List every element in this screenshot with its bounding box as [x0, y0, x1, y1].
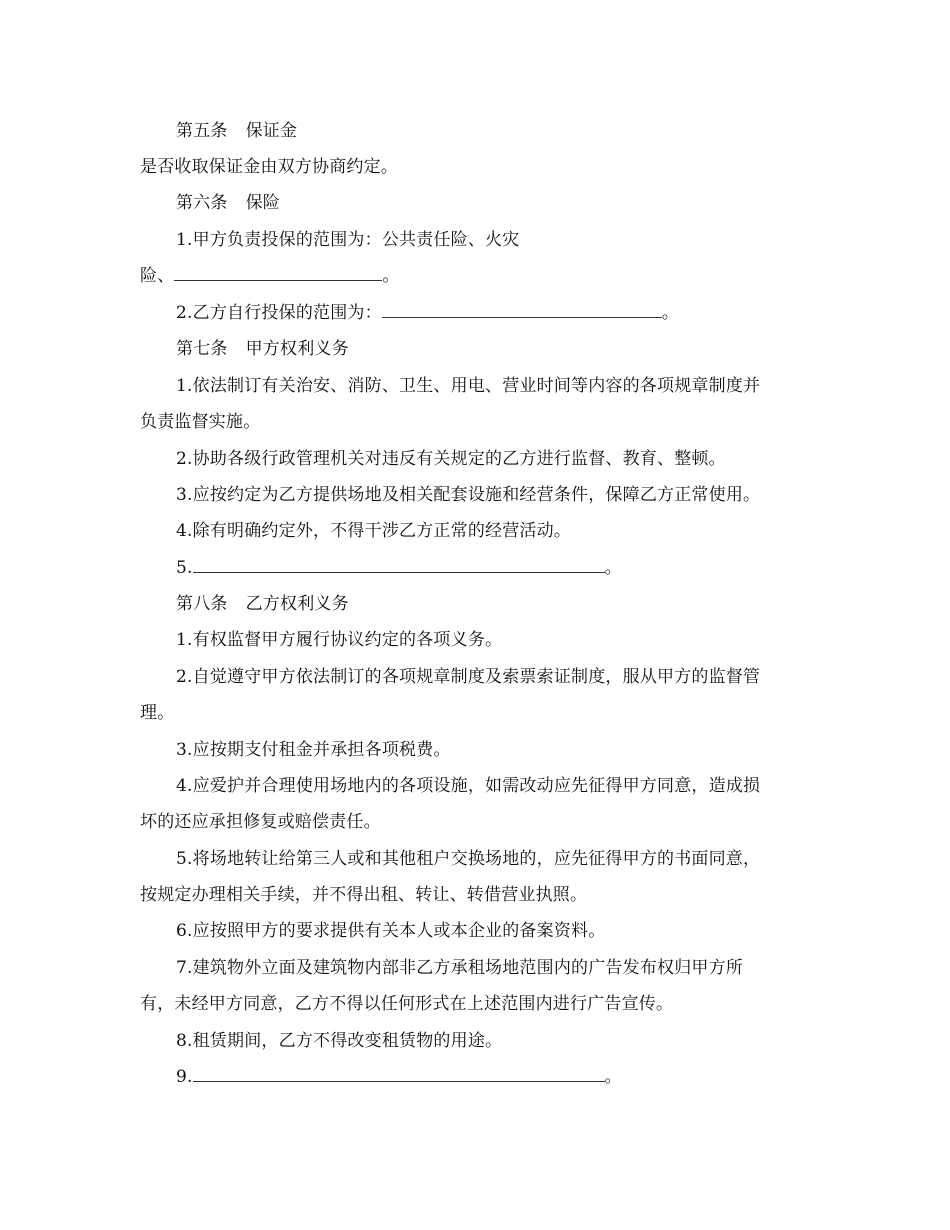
- article6-item2-blank: [382, 302, 662, 318]
- article6-heading-title: 保险: [245, 193, 281, 213]
- article6-item2-prefix: 2.乙方自行投保的范围为：: [176, 303, 382, 323]
- article8-item2-line2: 理。: [140, 703, 175, 723]
- article7-heading-title: 甲方权利义务: [245, 339, 349, 359]
- article7-item5-prefix: 5.: [176, 558, 193, 578]
- article7-item3: 3.应按约定为乙方提供场地及相关配套设施和经营条件，保障乙方正常使用。: [176, 485, 761, 505]
- article6-item1-line2: [140, 265, 400, 287]
- article8-item9-prefix: 9.: [176, 1067, 193, 1087]
- article7-item5: [176, 557, 622, 579]
- article6-heading-number: 第六条: [176, 193, 228, 213]
- article5-heading-number: 第五条: [176, 121, 228, 141]
- article8-item1: 1.有权监督甲方履行协议约定的各项义务。: [176, 630, 503, 650]
- article8-heading: [176, 593, 349, 615]
- article5-heading-title: 保证金: [245, 121, 298, 141]
- article7-item5-suffix: 。: [604, 558, 622, 578]
- article8-item5-line2: 按规定办理相关手续，并不得出租、转让、转借营业执照。: [140, 885, 588, 905]
- article6-item1-suffix: 。: [382, 266, 400, 286]
- article7-heading: [176, 338, 349, 360]
- article7-item5-blank: [193, 557, 605, 573]
- article8-item4-line1: 4.应爱护并合理使用场地内的各项设施，如需改动应先征得甲方同意，造成损: [176, 776, 761, 796]
- article8-item9-blank: [193, 1066, 605, 1082]
- article8-heading-number: 第八条: [176, 594, 228, 614]
- article8-item3: 3.应按期支付租金并承担各项税费。: [176, 740, 451, 760]
- article6-item2-suffix: 。: [661, 303, 680, 323]
- article8-item7-line2: 有，未经甲方同意，乙方不得以任何形式在上述范围内进行广告宣传。: [140, 994, 674, 1014]
- article6-item1-blank: [174, 265, 382, 281]
- article8-item7-line1: 7.建筑物外立面及建筑物内部非乙方承租场地范围内的广告发布权归甲方所: [176, 958, 744, 978]
- article6-heading: [176, 192, 280, 214]
- article8-item6: 6.应按照甲方的要求提供有关本人或本企业的备案资料。: [176, 921, 606, 941]
- article5-text: 是否收取保证金由双方协商约定。: [140, 157, 398, 177]
- article5-heading: [176, 120, 297, 142]
- article8-item9-suffix: 。: [604, 1067, 622, 1087]
- article6-item2: [176, 302, 679, 324]
- article7-item2: 2.协助各级行政管理机关对违反有关规定的乙方进行监督、教育、整顿。: [176, 449, 726, 469]
- article8-item8: 8.租赁期间，乙方不得改变租赁物的用途。: [176, 1031, 503, 1051]
- article8-item9: [176, 1066, 622, 1088]
- article8-item5-line1: 5.将场地转让给第三人或和其他租户交换场地的，应先征得甲方的书面同意，: [176, 849, 761, 869]
- article6-item1-line1: 1.甲方负责投保的范围为：公共责任险、火灾: [176, 230, 520, 250]
- article7-item1-line1: 1.依法制订有关治安、消防、卫生、用电、营业时间等内容的各项规章制度并: [176, 376, 761, 396]
- article7-item1-line2: 负责监督实施。: [140, 412, 261, 432]
- article7-heading-number: 第七条: [176, 339, 228, 359]
- article7-item4: 4.除有明确约定外，不得干涉乙方正常的经营活动。: [176, 521, 572, 541]
- article8-item2-line1: 2.自觉遵守甲方依法制订的各项规章制度及索票索证制度，服从甲方的监督管: [176, 667, 761, 687]
- article8-heading-title: 乙方权利义务: [245, 594, 349, 614]
- article6-item1-prefix: 险、: [140, 266, 175, 286]
- article8-item4-line2: 坏的还应承担修复或赔偿责任。: [140, 812, 381, 832]
